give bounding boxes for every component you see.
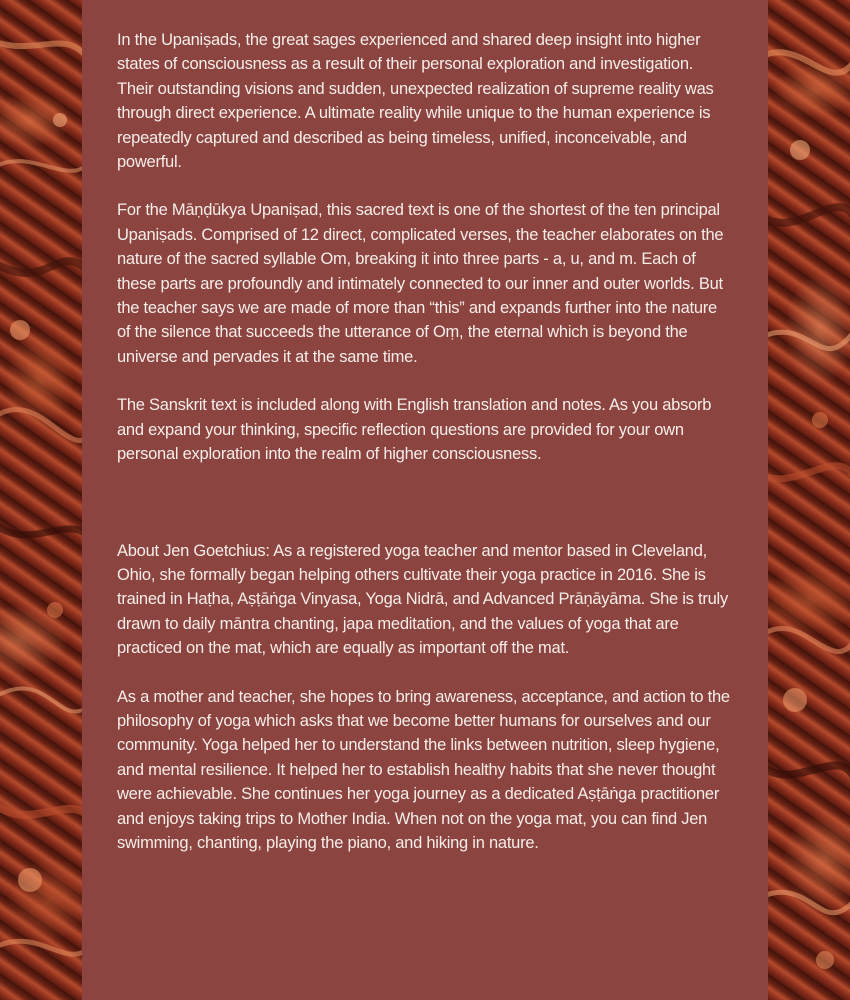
sanskrit-text-paragraph: The Sanskrit text is included along with English translation and notes. As you absorb and expand your thinking, specific reflection questions are provided for your own personal exploration into the realm of higher consciousness. (117, 396, 712, 464)
marbled-background-right (760, 0, 850, 1000)
marbled-background-left (0, 0, 90, 1000)
about-author-paragraph: About Jen Goetchius: As a registered yoga teacher and mentor based in Cleveland, Ohio, she formally began helping others cultivate their yoga practice in 2016. She is trained in Haṭha, Aṣṭāṅga Vinyasa, Yoga Nidrā, and Advanced Prāṇāyāma. She is truly drawn to daily māntra chanting, japa meditation, and the values of yoga that are practiced on the mat, which are equally as important off the mat. (117, 541, 728, 658)
content-panel (82, 0, 768, 1000)
mandukya-paragraph: For the Māṇḍūkya Upaniṣad, this sacred text is one of the shortest of the ten principal Upaniṣads. Comprised of 12 direct, complicated verses, the teacher elaborates on the nature of the sacred syllable Om, breaking it into three parts - a, u, and m. Each of these parts are profoundly and intimately connected to our inner and outer worlds. But the teacher says we are made of more than “this” and expands further into the nature of the silence that succeeds the utterance of Oṃ, the eternal which is beyond the universe and pervades it at the same time. (117, 201, 724, 366)
intro-paragraph-upanisads: In the Upaniṣads, the great sages experienced and shared deep insight into higher states of consciousness as a result of their personal exploration and investigation. Their outstanding visions and sudden, unexpected realization of supreme reality was through direct experience. A ultimate reality while unique to the human experience is repeatedly captured and described as being timeless, unified, inconceivable, and powerful. (117, 31, 714, 172)
section-spacer (117, 491, 732, 539)
author-mission-paragraph: As a mother and teacher, she hopes to bring awareness, acceptance, and action to the philosophy of yoga which asks that we become better humans for ourselves and our community. Yoga helped her to understand the links between nutrition, sleep hygiene, and mental resilience. It helped her to establish healthy habits that she never thought were achievable. She continues her yoga journey as a dedicated Aṣṭāṅga practitioner and enjoys taking trips to Mother India. When not on the yoga mat, you can find Jen swimming, chanting, playing the piano, and hiking in nature. (117, 687, 730, 852)
